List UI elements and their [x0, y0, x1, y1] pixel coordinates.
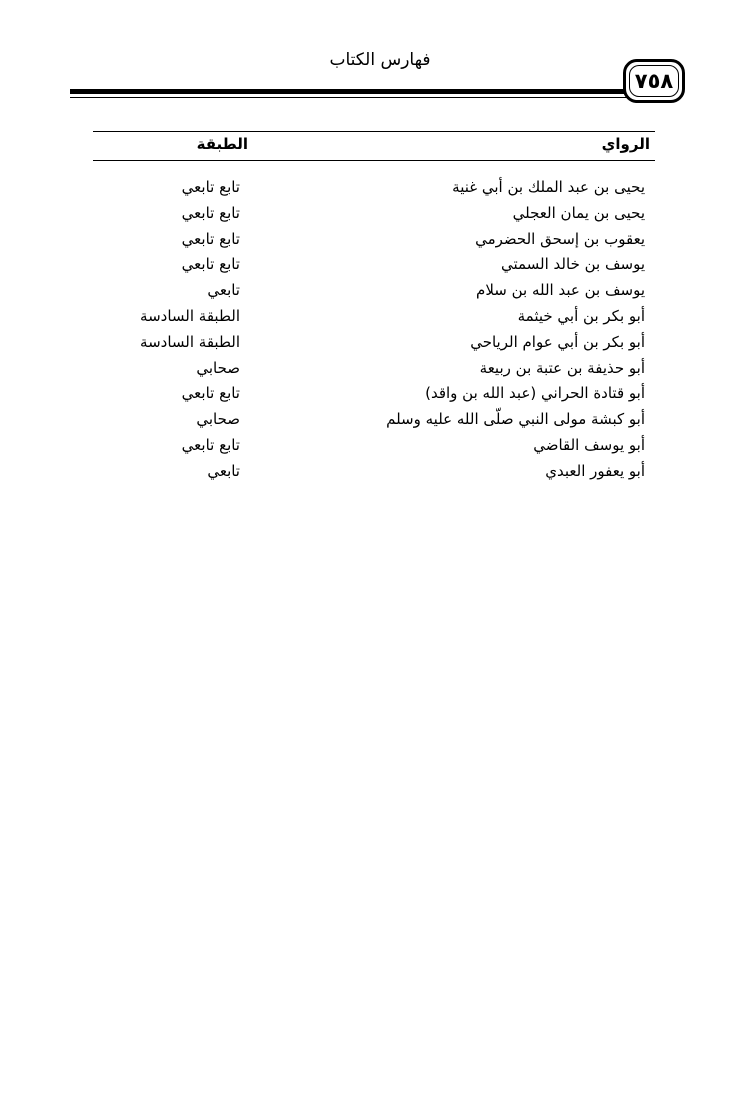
- table-row: [93, 228, 655, 254]
- header-rule-thin: [70, 97, 630, 98]
- table-header-top-rule: [93, 131, 655, 132]
- tabaqa-cell: تابع تابعي: [181, 255, 240, 274]
- narrator-cell: يوسف بن عبد الله بن سلام: [476, 281, 645, 300]
- table-row: [93, 176, 655, 202]
- narrator-cell: أبو حذيفة بن عتبة بن ربيعة: [479, 358, 645, 377]
- table-row: [93, 279, 655, 305]
- tabaqa-cell: صحابي: [196, 410, 240, 429]
- tabaqa-cell: تابع تابعي: [181, 203, 240, 222]
- narrator-cell: أبو بكر بن أبي عوام الرياحي: [470, 332, 645, 351]
- tabaqa-cell: الطبقة السادسة: [140, 332, 240, 351]
- narrator-cell: أبو بكر بن أبي خيثمة: [517, 306, 645, 325]
- page-number: ٧٥٨: [629, 65, 679, 97]
- header-rule-thick: [70, 89, 630, 94]
- narrator-cell: أبو يعفور العبدي: [545, 461, 645, 480]
- column-header-narrator: الرواي: [601, 135, 650, 153]
- tabaqa-cell: تابع تابعي: [181, 435, 240, 454]
- table-row: [93, 253, 655, 279]
- narrator-cell: يوسف بن خالد السمتي: [500, 255, 645, 274]
- narrator-cell: أبو كبشة مولى النبي صلّى الله عليه وسلم: [386, 410, 645, 429]
- table-row: [93, 382, 655, 408]
- tabaqa-cell: تابع تابعي: [181, 229, 240, 248]
- narrator-cell: أبو قتادة الحراني (عبد الله بن واقد): [425, 384, 645, 403]
- tabaqa-cell: صحابي: [196, 358, 240, 377]
- narrator-cell: يحيى بن عبد الملك بن أبي غنية: [452, 178, 645, 196]
- tabaqa-cell: تابع تابعي: [181, 384, 240, 403]
- page-number-frame: [623, 59, 685, 103]
- narrator-cell: أبو يوسف القاضي: [533, 435, 645, 454]
- table-row: [93, 357, 655, 383]
- page-title: فهارس الكتاب: [329, 50, 431, 70]
- tabaqa-cell: الطبقة السادسة: [140, 306, 240, 325]
- tabaqa-cell: تابعي: [207, 281, 240, 300]
- table-row: [93, 305, 655, 331]
- table-row: [93, 434, 655, 460]
- narrator-cell: يحيى بن يمان العجلي: [512, 203, 645, 222]
- table-row: [93, 331, 655, 357]
- table-row: [93, 460, 655, 486]
- table-header-bottom-rule: [93, 160, 655, 161]
- narrator-table-body: [93, 176, 655, 486]
- table-row: [93, 408, 655, 434]
- table-row: [93, 202, 655, 228]
- tabaqa-cell: تابع تابعي: [181, 178, 240, 196]
- tabaqa-cell: تابعي: [207, 461, 240, 480]
- narrator-cell: يعقوب بن إسحق الحضرمي: [475, 229, 645, 248]
- column-header-tabaqa: الطبقة: [196, 135, 248, 153]
